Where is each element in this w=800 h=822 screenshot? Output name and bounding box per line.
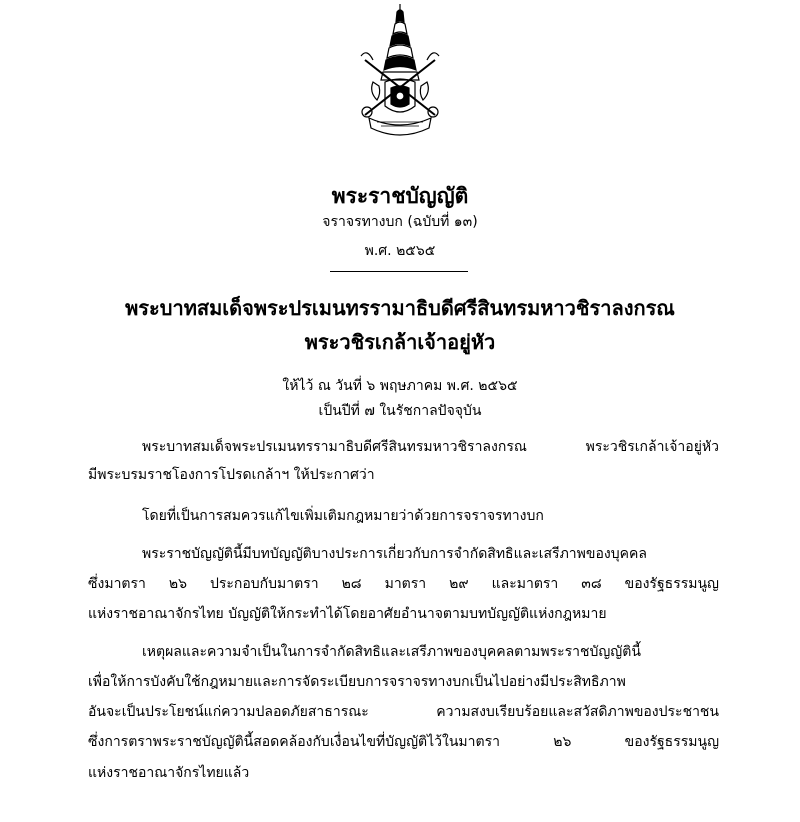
body-line: เพื่อให้การบังคับใช้กฎหมายและการจัดระเบียบการจราจรทางบกเป็นไปอย่างมีประสิทธิภาพ (88, 674, 626, 690)
title-divider (330, 271, 468, 272)
body-line: อันจะเป็นประโยชน์แก่ความปลอดภัยสาธารณะ ความสงบเรียบร้อยและสวัสดิภาพของประชาชน (88, 704, 719, 720)
body-line: แห่งราชอาณาจักรไทยแล้ว (88, 765, 250, 781)
body-line: มีพระบรมราชโองการโปรดเกล้าฯ ให้ประกาศว่า (88, 467, 375, 483)
king-name-line1: พระบาทสมเด็จพระปรเมนทรรามาธิบดีศรีสินทรมหาวชิราลงกรณ (125, 296, 675, 320)
body-line: พระบาทสมเด็จพระปรเมนทรรามาธิบดีศรีสินทรมหาวชิราลงกรณ พระวชิรเกล้าเจ้าอยู่หัว (142, 439, 719, 455)
act-year: พ.ศ. ๒๕๖๕ (364, 243, 436, 259)
reign-year: เป็นปีที่ ๗ ในรัชกาลปัจจุบัน (318, 403, 482, 419)
given-date: ให้ไว้ ณ วันที่ ๖ พฤษภาคม พ.ศ. ๒๕๖๕ (282, 378, 518, 394)
body-line: พระราชบัญญัตินี้มีบทบัญญัติบางประการเกี่ยวกับการจำกัดสิทธิและเสรีภาพของบุคคล (142, 546, 647, 562)
body-line: แห่งราชอาณาจักรไทย บัญญัติให้กระทำได้โดยอาศัยอำนาจตามบทบัญญัติแห่งกฎหมาย (88, 606, 607, 622)
body-line: ซึ่งการตราพระราชบัญญัตินี้สอดคล้องกับเงื่อนไขที่บัญญัติไว้ในมาตรา ๒๖ ของรัฐธรรมนูญ (88, 734, 719, 750)
king-name-line2: พระวชิรเกล้าเจ้าอยู่หัว (304, 330, 496, 354)
royal-emblem-icon (355, 0, 445, 160)
body-line: เหตุผลและความจำเป็นในการจำกัดสิทธิและเสรีภาพของบุคคลตามพระราชบัญญัตินี้ (142, 644, 641, 660)
body-line: ซึ่งมาตรา ๒๖ ประกอบกับมาตรา ๒๘ มาตรา ๒๙ และมาตรา ๓๘ ของรัฐธรรมนูญ (88, 576, 719, 592)
body-line: โดยที่เป็นการสมควรแก้ไขเพิ่มเติมกฎหมายว่าด้วยการจราจรทางบก (142, 508, 544, 524)
act-title: พระราชบัญญัติ (331, 184, 469, 208)
act-name: จราจรทางบก (ฉบับที่ ๑๓) (322, 214, 478, 230)
